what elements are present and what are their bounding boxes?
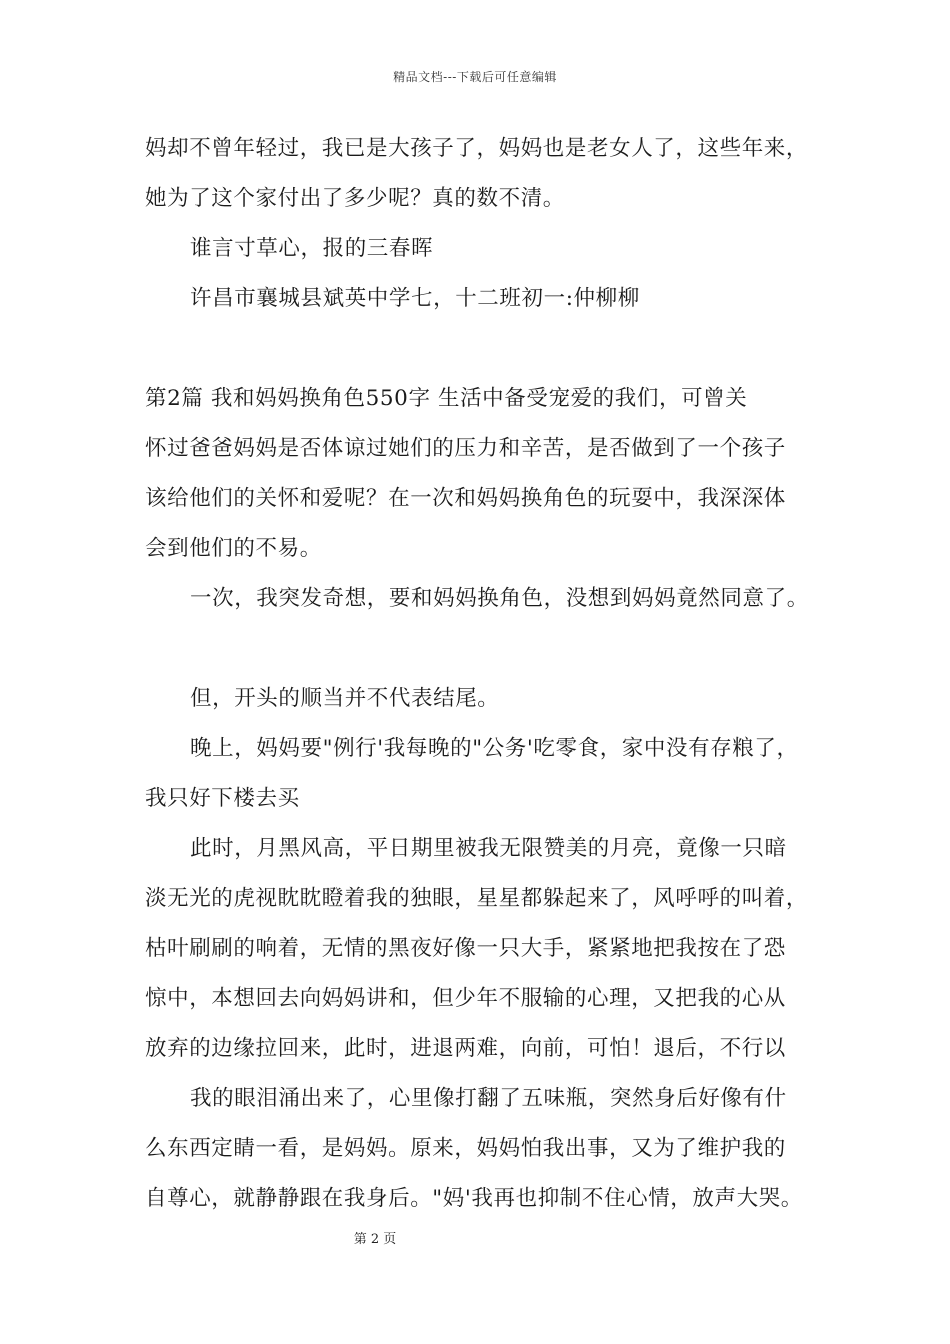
body-line: 一次，我突发奇想，要和妈妈换角色，没想到妈妈竟然同意了。 [190, 586, 809, 611]
body-line: 此时，月黑风高，平日期里被我无限赞美的月亮，竟像一只暗 [190, 836, 787, 861]
body-line: 自尊心，就静静跟在我身后。"妈'我再也抑制不住心情，放声大哭。 [145, 1186, 803, 1211]
body-line: 放弃的边缘拉回来，此时，进退两难，向前，可怕！退后，不行以 [145, 1036, 786, 1061]
body-line: 么东西定睛一看，是妈妈。原来，妈妈怕我出事，又为了维护我的 [145, 1136, 786, 1161]
body-line: 枯叶刷刷的响着，无情的黑夜好像一只大手，紧紧地把我按在了恐 [145, 936, 786, 961]
body-line: 妈却不曾年轻过，我已是大孩子了，妈妈也是老女人了，这些年来， [145, 136, 809, 161]
body-line: 我的眼泪涌出来了，心里像打翻了五味瓶，突然身后好像有什 [190, 1086, 787, 1111]
body-line: 怀过爸爸妈妈是否体谅过她们的压力和辛苦，是否做到了一个孩子 [145, 436, 786, 461]
body-line: 会到他们的不易。 [145, 536, 322, 561]
body-line: 她为了这个家付出了多少呢？真的数不清。 [145, 186, 565, 211]
page-number: 第 2 页 [353, 1232, 397, 1247]
body-line: 晚上，妈妈要"例行'我每晚的"公务'吃零食，家中没有存粮了， [190, 736, 799, 761]
body-line: 我只好下楼去买 [145, 786, 300, 811]
body-line: 该给他们的关怀和爱呢？在一次和妈妈换角色的玩耍中，我深深体 [145, 486, 786, 511]
body-line: 淡无光的虎视眈眈瞪着我的独眼，星星都躲起来了，风呼呼的叫着， [145, 886, 809, 911]
poem-line: 谁言寸草心，报的三春晖 [190, 236, 434, 261]
body-line: 惊中，本想回去向妈妈讲和，但少年不服输的心理，又把我的心从 [145, 986, 786, 1011]
document-header: 精品文档---下载后可任意编辑 [393, 70, 557, 84]
author-line: 许昌市襄城县斌英中学七，十二班初一:仲柳柳 [190, 286, 640, 311]
body-line: 但，开头的顺当并不代表结尾。 [190, 686, 500, 711]
article-title-line: 第2篇 我和妈妈换角色550字 生活中备受宠爱的我们，可曾关 [145, 386, 748, 411]
